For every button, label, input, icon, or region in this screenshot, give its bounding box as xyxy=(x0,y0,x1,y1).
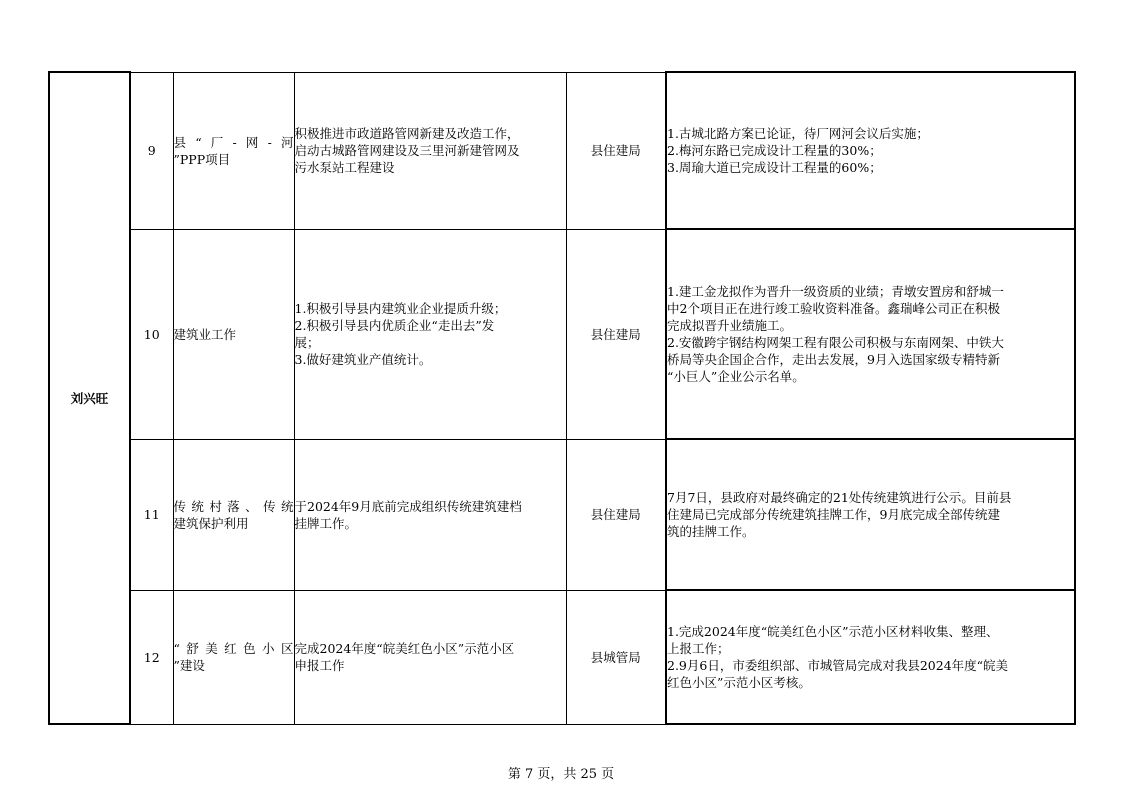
progress-line: 3.周瑜大道已完成设计工程量的60%； xyxy=(667,160,882,175)
task-line: 1.积极引导县内建筑业企业提质升级； xyxy=(294,301,507,316)
progress-line: 2.梅河东路已完成设计工程量的30%； xyxy=(667,143,882,158)
progress-line: 2.安徽跨宇钢结构网架工程有限公司积极与东南网架、中铁大 xyxy=(667,335,1004,350)
task-line: 完成2024年度“皖美红色小区”示范小区 xyxy=(294,641,515,656)
responsible-unit: 县住建局 xyxy=(566,229,666,439)
page-footer: 第 7 页，共 25 页 xyxy=(507,767,615,782)
progress-line: 筑的挂牌工作。 xyxy=(667,524,755,539)
progress-description xyxy=(666,439,1075,590)
progress-line: 桥局等央企国企合作，走出去发展，9月入选国家级专精特新 xyxy=(667,352,1000,367)
task-line: 3.做好建筑业产值统计。 xyxy=(294,352,432,367)
progress-line: 完成拟晋升业绩施工。 xyxy=(667,318,793,333)
progress-line: 7月7日，县政府对最终确定的21处传统建筑进行公示。目前县 xyxy=(667,490,1012,505)
row-number: 9 xyxy=(130,72,173,229)
project-line: 建筑保护利用 xyxy=(173,515,249,531)
task-line: 于2024年9月底前完成组织传统建筑建档 xyxy=(294,498,522,514)
progress-line: 1.完成2024年度“皖美红色小区”示范小区材料收集、整理、 xyxy=(667,624,999,639)
task-line: 挂牌工作。 xyxy=(294,515,358,531)
responsible-unit: 县住建局 xyxy=(566,439,666,590)
progress-line: 住建局已完成部分传统建筑挂牌工作，9月底完成全部传统建 xyxy=(667,507,1000,522)
task-description xyxy=(294,72,566,229)
table-row xyxy=(49,229,1075,439)
progress-description xyxy=(666,590,1075,724)
progress-line: 1.古城北路方案已论证，待厂网河会议后实施； xyxy=(667,126,929,141)
progress-line: 红色小区”示范小区考核。 xyxy=(667,675,811,690)
table-row xyxy=(49,72,1075,229)
task-description xyxy=(294,229,566,439)
project-name xyxy=(173,72,294,229)
project-line: 建筑业工作 xyxy=(173,326,237,342)
project-line: ”PPP项目 xyxy=(173,151,231,167)
progress-description xyxy=(666,229,1075,439)
task-line: 积极推进市政道路管网新建及改造工作， xyxy=(294,126,520,141)
table-row xyxy=(49,439,1075,590)
row-number: 10 xyxy=(130,229,173,439)
task-line: 申报工作 xyxy=(294,658,345,673)
progress-line: 1.建工金龙拟作为晋升一级资质的业绩；青墩安置房和舒城一 xyxy=(667,284,1004,299)
project-line: “舒美红色小区 xyxy=(173,641,294,656)
progress-description xyxy=(666,72,1075,229)
project-line: 县“厂-网-河 xyxy=(173,134,294,150)
task-line: 启动古城路管网建设及三里河新建管网及 xyxy=(294,143,520,158)
project-name xyxy=(173,439,294,590)
task-line: 2.积极引导县内优质企业“走出去”发 xyxy=(294,318,495,333)
project-name xyxy=(173,590,294,724)
project-line: ”建设 xyxy=(173,658,205,673)
project-line: 传统村落、传统 xyxy=(173,498,294,514)
progress-line: “小巨人”企业公示名单。 xyxy=(667,369,805,384)
table-row xyxy=(49,590,1075,724)
person-cell: 刘兴旺 xyxy=(49,72,130,724)
responsible-unit: 县城管局 xyxy=(566,590,666,724)
task-line: 展； xyxy=(294,335,320,350)
row-number: 12 xyxy=(130,590,173,724)
task-line: 污水泵站工程建设 xyxy=(294,160,395,175)
task-description xyxy=(294,439,566,590)
task-description xyxy=(294,590,566,724)
progress-line: 2.9月6日，市委组织部、市城管局完成对我县2024年度“皖美 xyxy=(667,658,1009,673)
work-table xyxy=(48,71,1076,725)
project-name xyxy=(173,229,294,439)
progress-line: 上报工作； xyxy=(667,641,730,656)
progress-line: 中2个项目正在进行竣工验收资料准备。鑫瑞峰公司正在积极 xyxy=(667,301,1000,316)
responsible-unit: 县住建局 xyxy=(566,72,666,229)
row-number: 11 xyxy=(130,439,173,590)
